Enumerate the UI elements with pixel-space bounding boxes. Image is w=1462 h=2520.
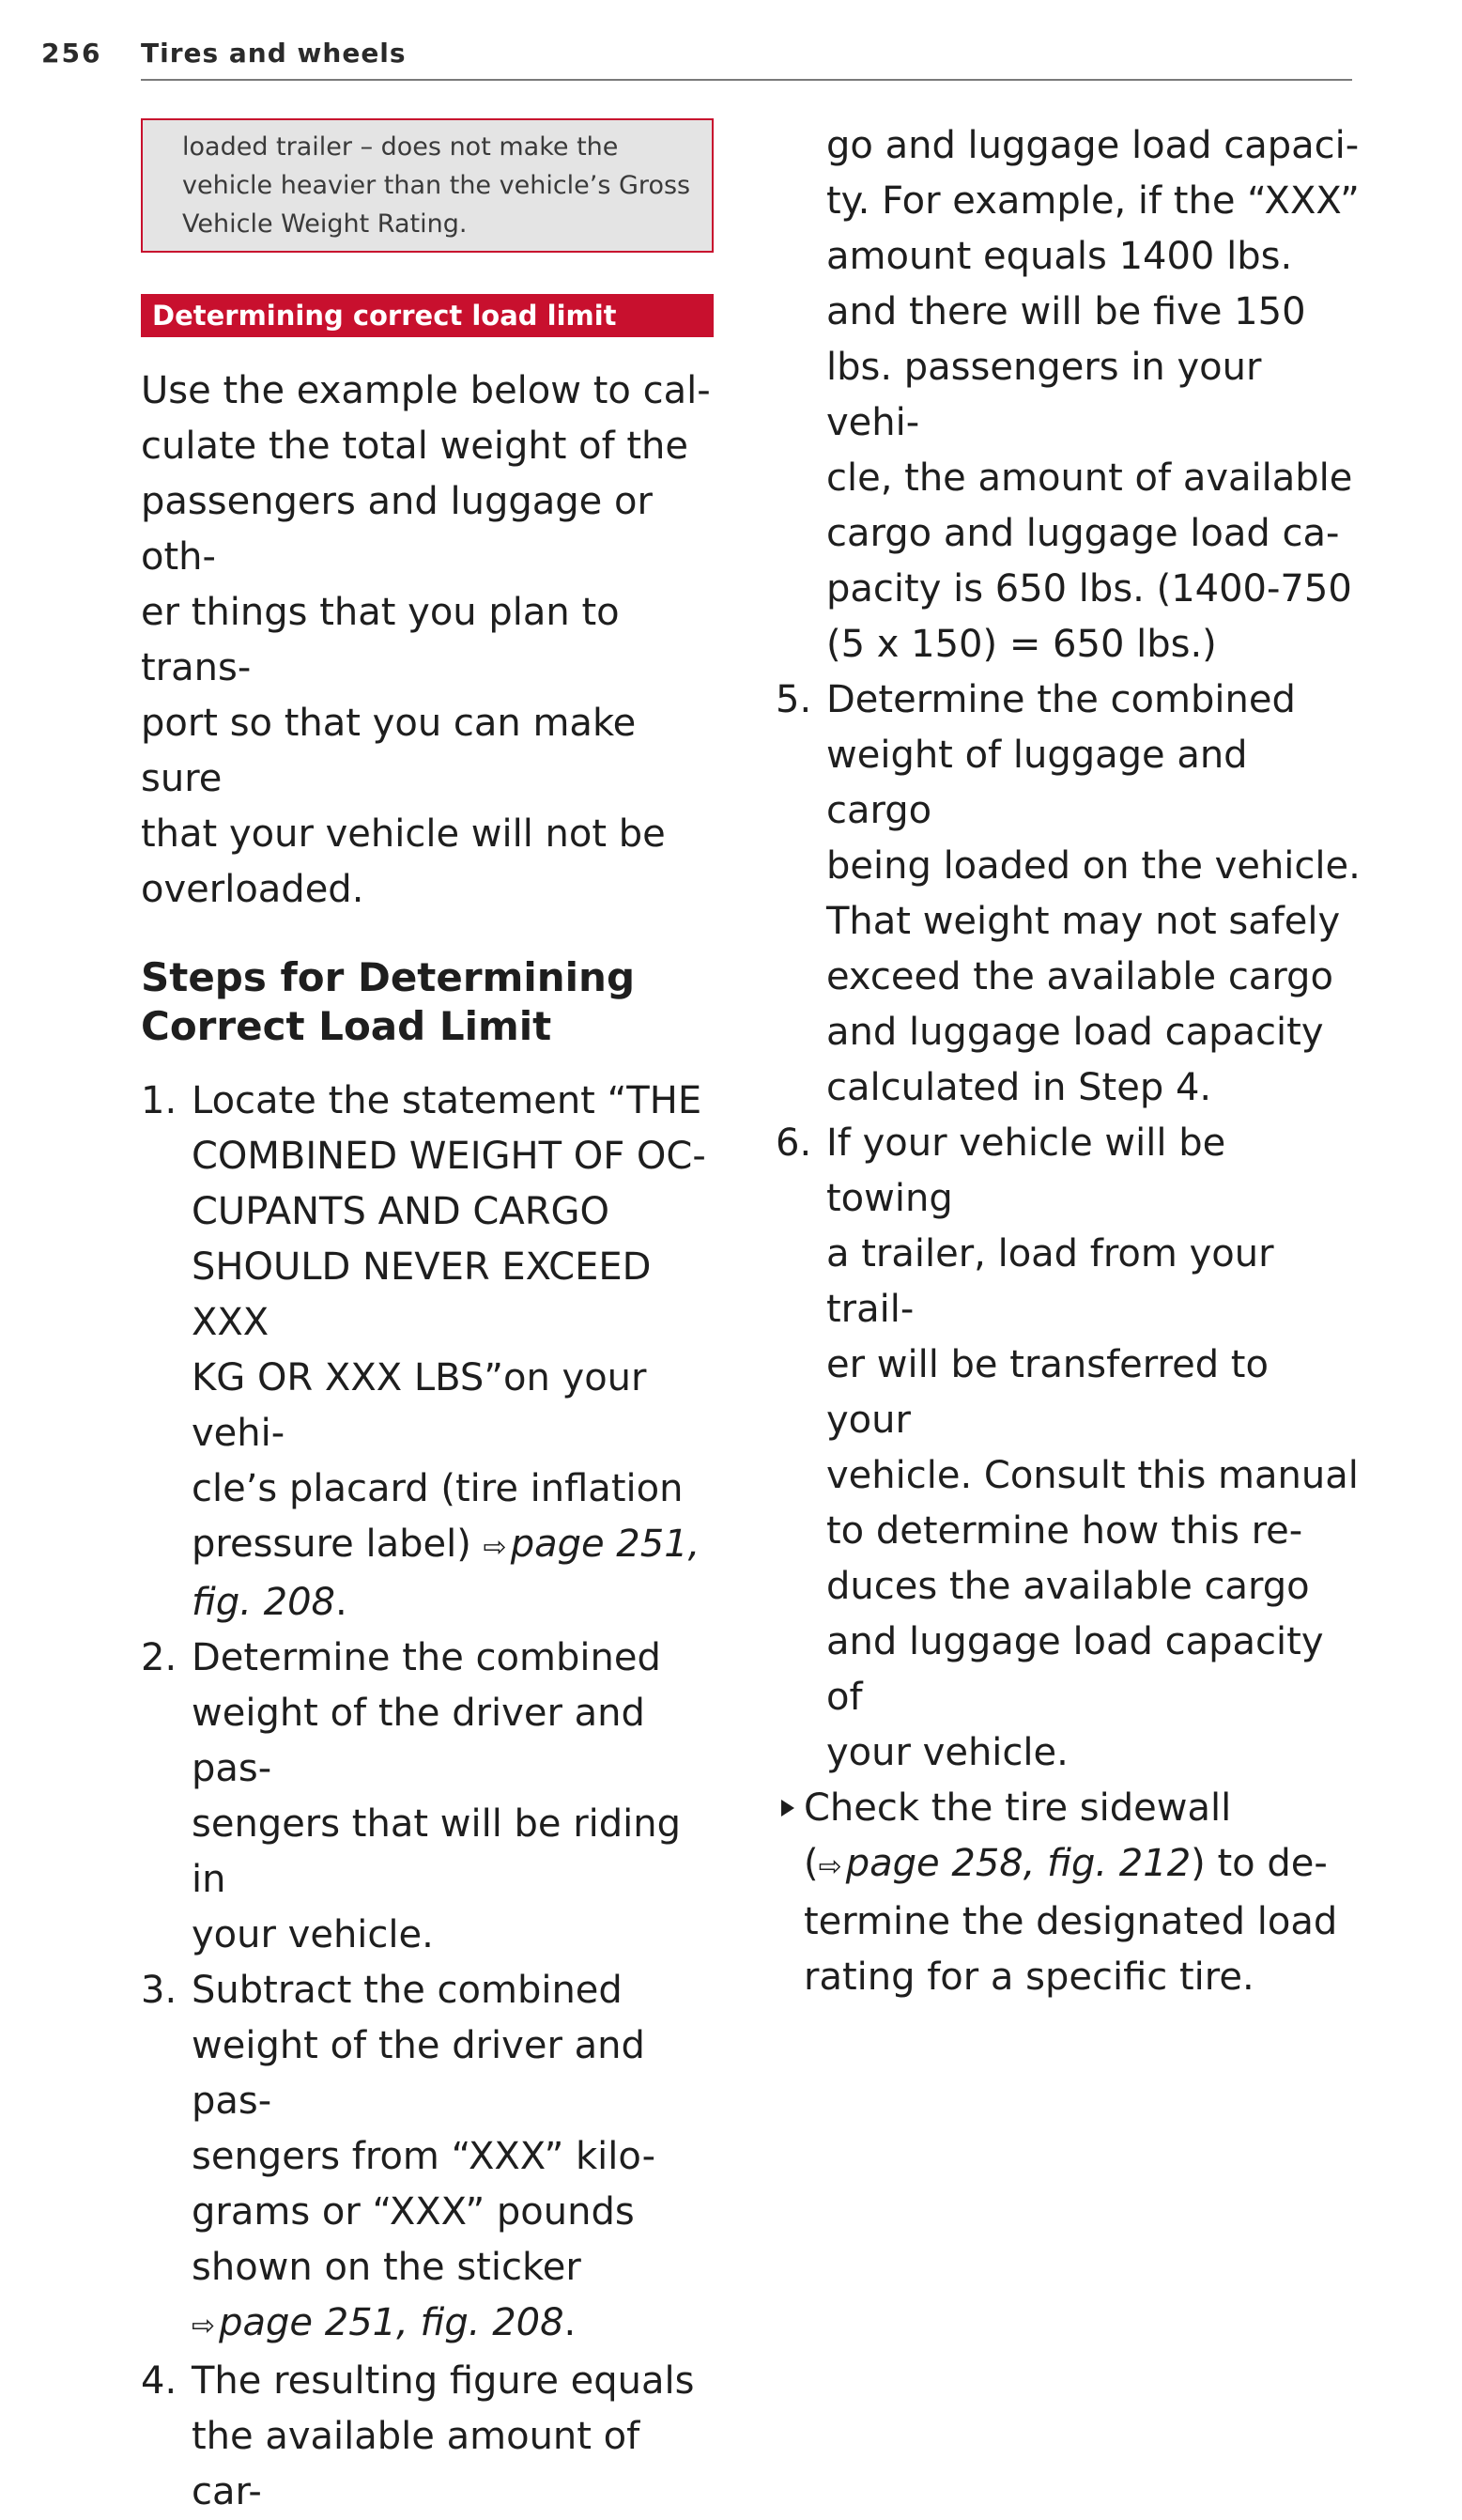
step-line: the available amount of car- [192, 2415, 640, 2513]
step-line: cargo and luggage load ca- [826, 512, 1340, 555]
step-line: and luggage load capacity [826, 1011, 1324, 1054]
step-line: weight of the driver and pas- [192, 1692, 645, 1790]
step-line-text: . [563, 2301, 577, 2344]
step-line: sengers that will be riding in [192, 1802, 682, 1901]
page-reference-link[interactable]: page 258, fig. 212 [845, 1842, 1192, 1885]
step-line: lbs. passengers in your vehi- [826, 346, 1262, 444]
chapter-title: Tires and wheels [141, 38, 407, 69]
steps-heading-line: Correct Load Limit [141, 1003, 552, 1049]
step-line: and there will be five 150 [826, 290, 1306, 333]
page-reference-link[interactable]: page 251, [510, 1523, 700, 1566]
step-item-2 [141, 1631, 714, 1963]
page-reference-link[interactable]: page 251, fig. 208 [219, 2301, 564, 2344]
note-line: loaded trailer – does not make the [182, 132, 619, 162]
step-line: amount equals 1400 lbs. [826, 235, 1293, 278]
step-line: If your vehicle will be towing [826, 1121, 1226, 1220]
arrow-right-icon: ⇨ [483, 1531, 507, 1564]
intro-line: culate the total weight of the [141, 425, 689, 468]
step-line: cle, the amount of available [826, 456, 1353, 500]
step-line: pacity is 650 lbs. (1400-750 [826, 567, 1352, 611]
step-item-1 [141, 1074, 714, 1631]
triangle-bullet-icon [781, 1800, 794, 1817]
step-line: SHOULD NEVER EXCEED XXX [192, 1245, 652, 1344]
step-number: 2. [141, 1636, 177, 1679]
header-rule [141, 79, 1352, 81]
step-line: vehicle. Consult this manual [826, 1454, 1359, 1497]
step-line: duces the available cargo [826, 1565, 1310, 1608]
step-line: The resulting figure equals [192, 2359, 695, 2403]
step-item-4 [141, 2354, 714, 2520]
intro-line: port so that you can make sure [141, 702, 637, 800]
step-line: er will be transferred to your [826, 1343, 1269, 1442]
step-line: grams or “XXX” pounds [192, 2190, 635, 2234]
note-line: Vehicle Weight Rating. [182, 209, 468, 239]
left-column [141, 118, 714, 2520]
step-item-5 [776, 673, 1363, 1116]
step-number: 5. [776, 678, 812, 721]
intro-line: overloaded. [141, 868, 364, 911]
step-line: weight of the driver and pas- [192, 2024, 645, 2123]
step-line: and luggage load capacity of [826, 1620, 1324, 1719]
check-line [804, 1836, 1363, 1894]
step-line [192, 1575, 714, 1631]
section-title-bar: Determining correct load limit [141, 294, 714, 337]
intro-line: that your vehicle will not be [141, 812, 666, 856]
step-line [192, 1517, 714, 1575]
intro-line: Use the example below to cal- [141, 369, 711, 412]
step-line: COMBINED WEIGHT OF OC- [192, 1135, 706, 1178]
steps-heading [141, 953, 714, 1051]
step-line: your vehicle. [826, 1731, 1069, 1774]
intro-paragraph [141, 363, 714, 918]
intro-line: er things that you plan to trans- [141, 591, 620, 689]
arrow-right-icon: ⇨ [192, 2310, 216, 2342]
steps-heading-line: Steps for Determining [141, 954, 636, 1000]
step-line: Locate the statement “THE [192, 1079, 702, 1122]
page-number: 256 [41, 38, 102, 69]
step-line: Determine the combined [192, 1636, 661, 1679]
step-line-text: pressure label) [192, 1523, 484, 1566]
step-line: being loaded on the vehicle. [826, 844, 1361, 888]
step-line: a trailer, load from your trail- [826, 1232, 1274, 1331]
step-item-3 [141, 1963, 714, 2354]
check-line-text: ( [804, 1842, 819, 1885]
step-line: CUPANTS AND CARGO [192, 1190, 609, 1233]
check-line: Check the tire sidewall [804, 1786, 1232, 1830]
step-line: Subtract the combined [192, 1969, 623, 2012]
arrow-right-icon: ⇨ [818, 1850, 842, 1883]
note-line: vehicle heavier than the vehicle’s Gross [182, 171, 691, 200]
step-number: 6. [776, 1121, 812, 1165]
check-line-text: ) to de- [1191, 1842, 1328, 1885]
step-line: sengers from “XXX” kilo- [192, 2135, 656, 2178]
step-line: Determine the combined [826, 678, 1296, 721]
step-4-continuation [776, 118, 1363, 673]
note-box [141, 118, 714, 253]
right-column [776, 118, 1363, 2005]
step-line: shown on the sticker [192, 2246, 581, 2289]
step-line: cle’s placard (tire inflation [192, 1467, 684, 1510]
page-header [41, 38, 1352, 83]
intro-line: passengers and luggage or oth- [141, 480, 653, 579]
step-line: to determine how this re- [826, 1509, 1303, 1553]
step-line: exceed the available cargo [826, 955, 1333, 998]
check-line: rating for a specific tire. [804, 1956, 1254, 1999]
check-line: termine the designated load [804, 1900, 1338, 1943]
step-number: 1. [141, 1079, 177, 1122]
step-line: calculated in Step 4. [826, 1066, 1212, 1109]
step-line: weight of luggage and cargo [826, 734, 1248, 832]
step-line [192, 2296, 714, 2354]
step-number: 3. [141, 1969, 177, 2012]
step-number: 4. [141, 2359, 177, 2403]
step-line: KG OR XXX LBS”on your vehi- [192, 1356, 647, 1455]
check-item [776, 1781, 1363, 2005]
step-line: go and luggage load capaci- [826, 124, 1360, 167]
step-line: That weight may not safely [826, 900, 1341, 943]
step-line: ty. For example, if the “XXX” [826, 179, 1360, 223]
step-list [141, 1074, 714, 2520]
step-line-text: . [335, 1581, 347, 1624]
step-item-6 [776, 1116, 1363, 1781]
step-line: (5 x 150) = 650 lbs.) [826, 623, 1217, 666]
step-line: your vehicle. [192, 1913, 434, 1956]
figure-reference-link[interactable]: fig. 208 [192, 1581, 336, 1624]
